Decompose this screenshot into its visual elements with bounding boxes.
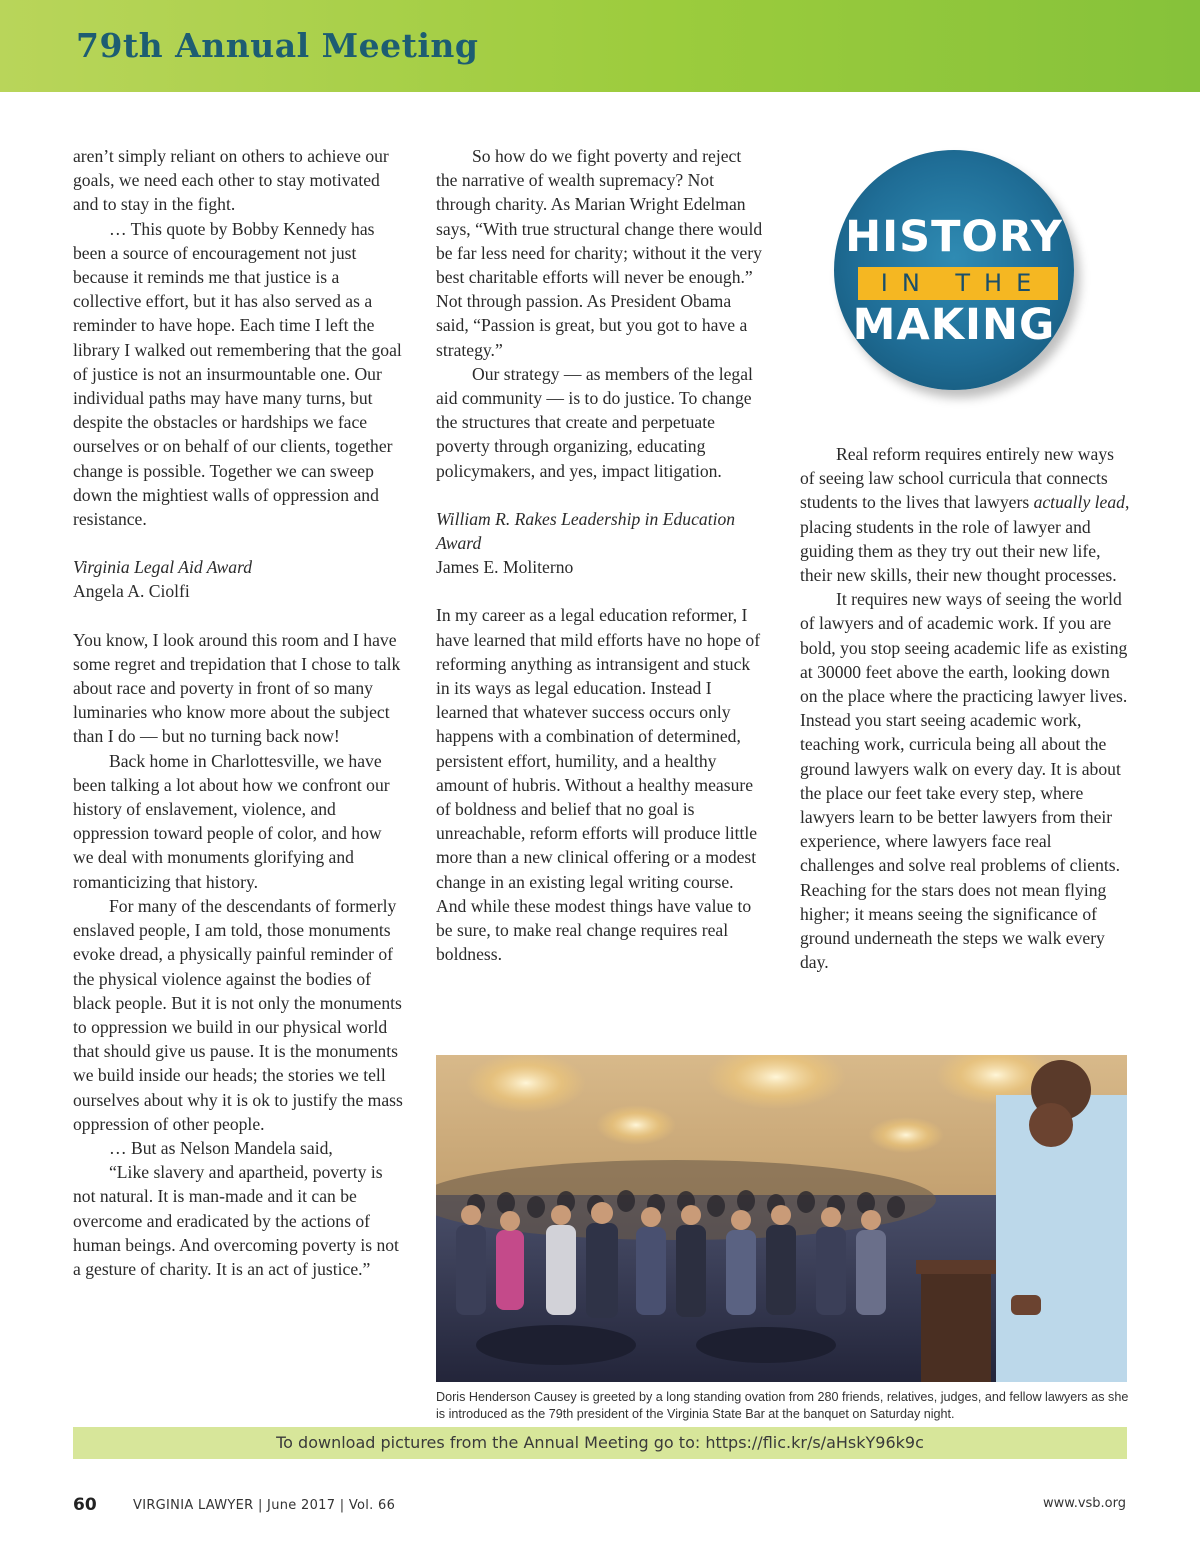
article-column-2 [436, 144, 766, 967]
paragraph: It requires new ways of seeing the world of lawyers and of academic work. If you are bold, you stop seeing academic life as existing at 30000 feet above the earth, looking down on the place where the practicing lawyer lives. Instead you start seeing academic work, teaching work, curricula being all about the ground lawyers walk on every day. It is about the place our feet take every step, where lawyers learn to be better lawyers from their experience, where lawyers face real challenges and solve real problems of clients. Reaching for the stars does not mean flying higher; it means seeing the significance of ground underneath the steps we walk every day. [800, 589, 1128, 973]
photo-caption: Doris Henderson Causey is greeted by a long standing ovation from 280 friends, relatives, judges, and fellow lawyers as she is introduced as the 79th president of the Virginia State Bar at the banquet on Saturday night. [436, 1390, 1129, 1421]
article-column-1 [73, 144, 403, 1281]
banquet-photo [436, 1055, 1127, 1382]
paragraph: Our strategy — as members of the legal aid community — is to do justice. To change the structures that create and perpetuate poverty through organizing, educating policymakers, and yes, impact litigation. [436, 363, 753, 481]
magazine-info: VIRGINIA LAWYER | June 2017 | Vol. 66 [133, 1498, 396, 1513]
download-banner [73, 1427, 1127, 1459]
emphasis: actually lead [1033, 492, 1125, 513]
award-recipient: James E. Moliterno [436, 557, 574, 578]
badge-line-making: MAKING [852, 300, 1056, 350]
paragraph: Back home in Charlottesville, we have been talking a lot about how we confront our history of enslavement, violence, and oppression toward people of color, and how we deal with monuments glorifying and romanticizing that history. [73, 750, 390, 892]
award-recipient: Angela A. Ciolfi [73, 581, 190, 602]
quote-paragraph: “Like slavery and apartheid, poverty is not natural. It is man-made and it can be overcome and eradicated by the actions of human beings. And overcoming poverty is not a gesture of charity. It is an act of justice.” [73, 1162, 399, 1279]
paragraph: … But as Nelson Mandela said, [109, 1137, 333, 1158]
paragraph: … This quote by Bobby Kennedy has been a source of encouragement not just because it reminds me that justice is a collective effort, but it has also served as a reminder to have hope. Each time I left the library I walked out remembering that the goal of justice is not an insurmountable one. Our individual paths may have many turns, but despite the obstacles or hardships we face ourselves or on behalf of our clients, together change is possible. Together we can sweep down the mightiest walls of oppression and resistance. [73, 218, 402, 530]
page-title: 79th Annual Meeting [76, 26, 479, 65]
page-number: 60 [73, 1495, 97, 1515]
paragraph: In my career as a legal education reformer, I have learned that mild efforts have no hope of reforming anything as intransigent and stuck in its ways as legal education. Instead I learned that whatever success occurs only happens with a combination of determined, persistent effort, humility, and a healthy amount of hubris. Without a healthy measure of boldness and belief that no goal is unreachable, reform efforts will produce little more than a new clinical offering or a modest change in an existing legal writing course. And while these modest things have value to be sure, to make real change requires real boldness. [436, 605, 761, 965]
paragraph: Real reform requires entirely new ways of seeing law school curricula that connects students to the lives that lawyers actually lead, placing students in the role of lawyer and guiding them as they try out their new life, their new skills, their new thought processes. [800, 444, 1130, 586]
website-link[interactable]: www.vsb.org [1042, 1496, 1126, 1511]
paragraph: For many of the descendants of formerly enslaved people, I am told, those monuments evoke dread, a physically painful reminder of the physical violence against the bodies of black people. But it is not only the monuments to oppression we build in our physical world that should give us pause. It is the monuments we build inside our heads; the stories we tell ourselves about why it is ok to justify the mass oppression of other people. [73, 895, 403, 1134]
paragraph: aren’t simply reliant on others to achieve our goals, we need each other to stay motivated and to stay in the fight. [73, 146, 389, 215]
history-in-the-making-badge [834, 150, 1074, 390]
article-column-3 [800, 442, 1130, 974]
paragraph: You know, I look around this room and I have some regret and trepidation that I chose to talk about race and poverty in front of so many luminaries who know more about the subject than I do — but no turning back now! [73, 629, 401, 747]
badge-ribbon [858, 267, 1058, 300]
paragraph: So how do we fight poverty and reject the narrative of wealth supremacy? Not through charity. As Marian Wright Edelman says, “With true structural change there would be far less need for charity; without it the very best charitable efforts will never be enough.” Not through passion. As President Obama said, “Passion is great, but you got to have a strategy.” [436, 146, 763, 360]
banquet-photo-illustration [436, 1055, 1127, 1382]
badge-line-in-the: IN THE [880, 269, 1046, 297]
award-title: Virginia Legal Aid Award [73, 557, 253, 578]
badge-line-history: HISTORY [845, 212, 1063, 262]
download-link-text[interactable]: To download pictures from the Annual Meeting go to: https://flic.kr/s/aHskY96k9c [276, 1433, 924, 1452]
award-title: William R. Rakes Leadership in Education Award [436, 508, 736, 554]
